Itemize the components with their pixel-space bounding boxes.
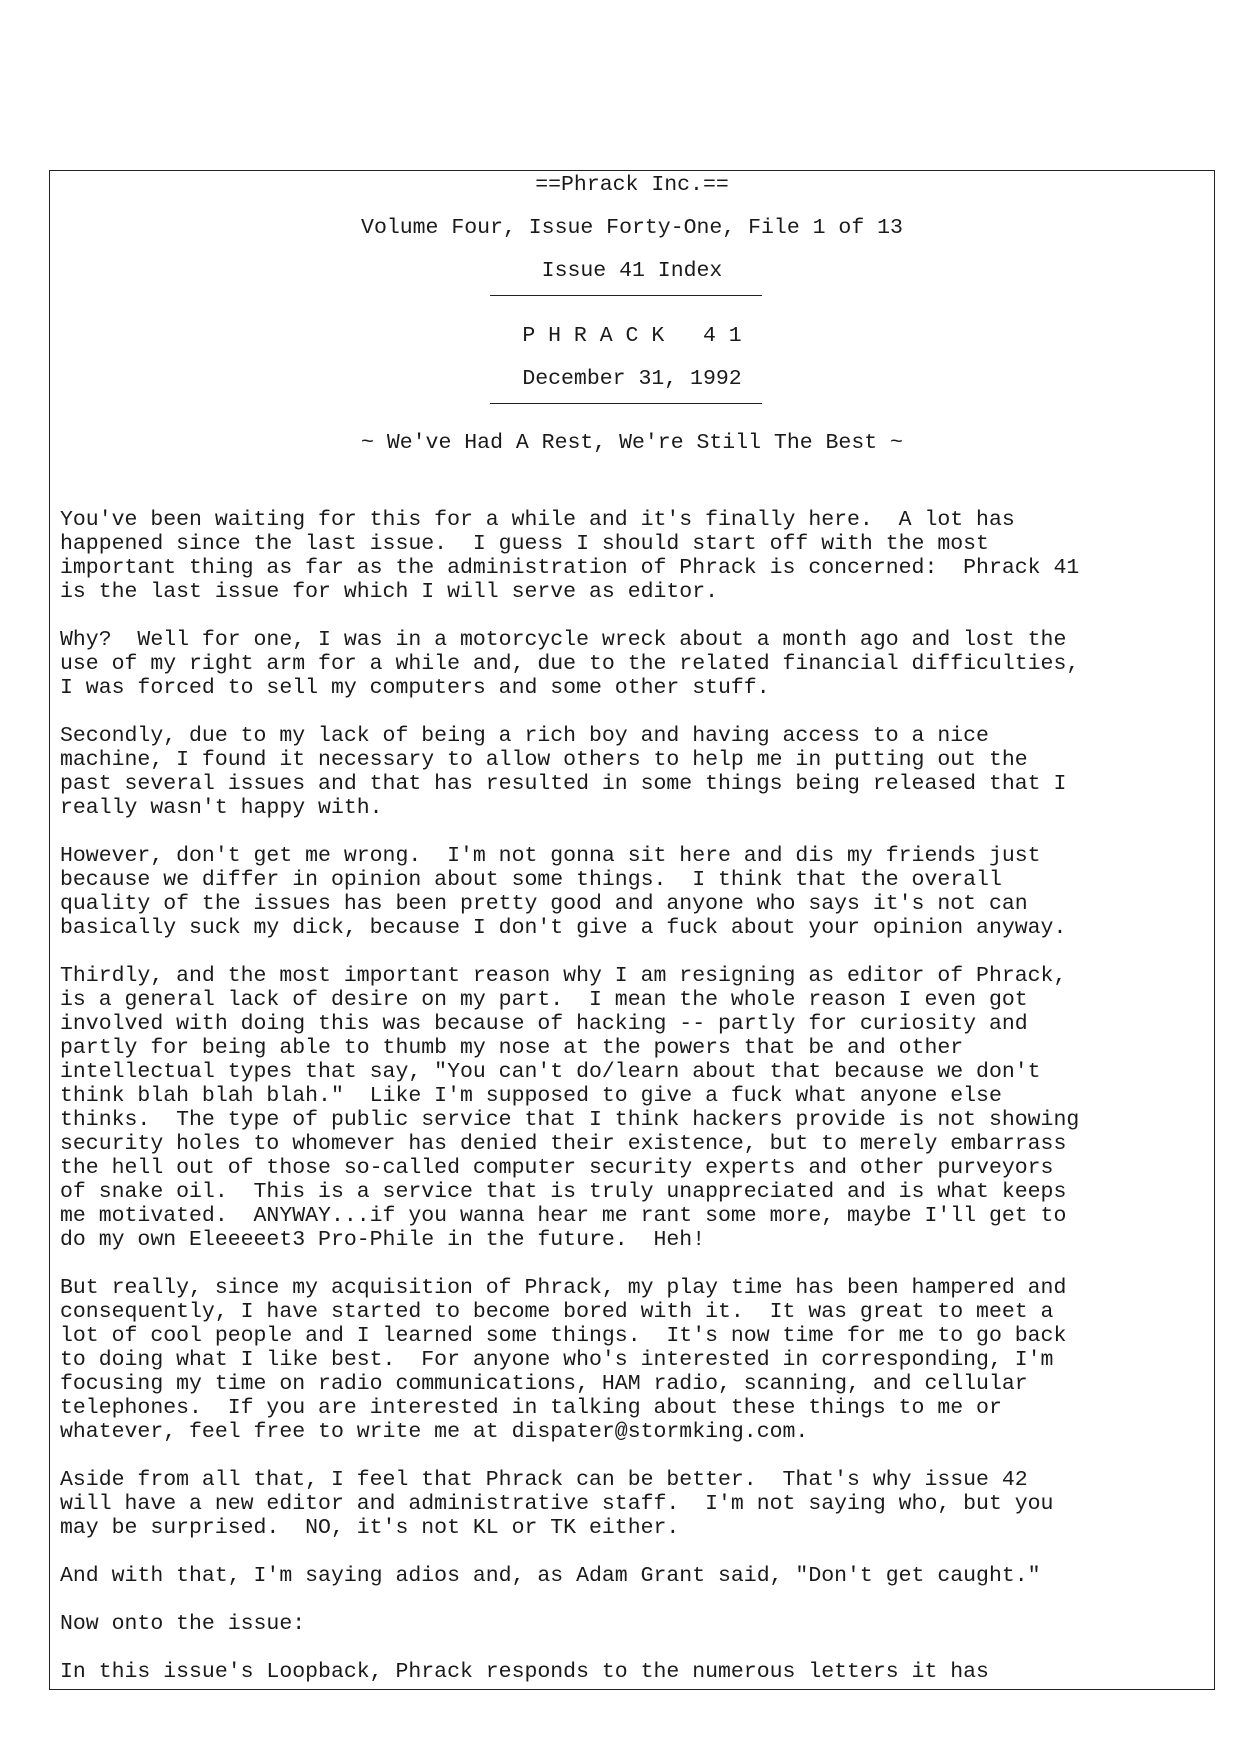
paragraph: However, don't get me wrong. I'm not gonna sit here and dis my friends just because we differ in opinion about some things. I think that the overall quality of the issues has been pretty good and anyone who says it's not can basically suck my dick, because I don't give a fuck about your opinion anyway.	[60, 844, 1067, 940]
title-rule-bottom	[490, 403, 762, 404]
paragraph: Secondly, due to my lack of being a rich boy and having access to a nice machine, I found it necessary to allow others to help me in putting out the past several issues and that has resulted in some things being released that I really wasn't happy with.	[60, 724, 1067, 820]
issue-date: December 31, 1992	[522, 367, 742, 391]
document-frame	[49, 170, 1215, 1690]
editorial-body	[60, 508, 1210, 1690]
paragraph: In this issue's Loopback, Phrack responds to the numerous letters it has	[60, 1660, 989, 1684]
title-rule-top	[490, 295, 762, 296]
paragraph: Thirdly, and the most important reason why I am resigning as editor of Phrack, is a general lack of desire on my part. I mean the whole reason I even got involved with doing this was because of hacking -- partly for curiosity and partly for being able to thumb my nose at the powers that be and other intellectual types that say, "You can't do/learn about that because we don't think blah blah blah." Like I'm supposed to give a fuck what anyone else thinks. The type of public service that I think hackers provide is not showing security holes to whomever has denied their existence, but to merely embarrass the hell out of those so-called computer security experts and other purveyors of snake oil. This is a service that is truly unappreciated and is what keeps me motivated. ANYWAY...if you wanna hear me rant some more, maybe I'll get to do my own Eleeeeet3 Pro-Phile in the future. Heh!	[60, 964, 1080, 1252]
masthead: ==Phrack Inc.==	[535, 173, 729, 197]
slogan: ~ We've Had A Rest, We're Still The Best ~	[361, 431, 903, 455]
volume-line: Volume Four, Issue Forty-One, File 1 of 13	[361, 216, 903, 240]
paragraph: Aside from all that, I feel that Phrack can be better. That's why issue 42 will have a new editor and administrative staff. I'm not saying who, but you may be surprised. NO, it's not KL or TK either.	[60, 1468, 1054, 1540]
paragraph: Now onto the issue:	[60, 1612, 306, 1636]
index-title: Issue 41 Index	[541, 259, 723, 283]
paragraph: And with that, I'm saying adios and, as Adam Grant said, "Don't get caught."	[60, 1564, 1041, 1588]
issue-title: P H R A C K 4 1	[522, 324, 742, 348]
paragraph: Why? Well for one, I was in a motorcycle wreck about a month ago and lost the use of my right arm for a while and, due to the related financial difficulties, I was forced to sell my computers and some other stuff.	[60, 628, 1080, 700]
paragraph: But really, since my acquisition of Phrack, my play time has been hampered and consequently, I have started to become bored with it. It was great to meet a lot of cool people and I learned some things. It's now time for me to go back to doing what I like best. For anyone who's interested in corresponding, I'm focusing my time on radio communications, HAM radio, scanning, and cellular telephones. If you are interested in talking about these things to me or whatever, feel free to write me at dispater@stormking.com.	[60, 1276, 1067, 1444]
paragraph: You've been waiting for this for a while and it's finally here. A lot has happened since the last issue. I guess I should start off with the most important thing as far as the administration of Phrack is concerned: Phrack 41 is the last issue for which I will serve as editor.	[60, 508, 1080, 604]
